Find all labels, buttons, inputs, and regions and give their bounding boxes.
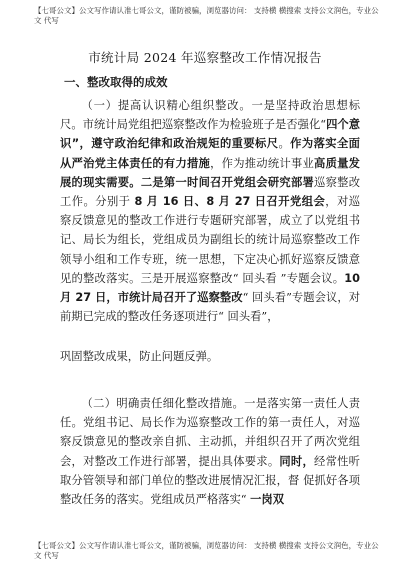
paragraph-2-text-2: 经常性听取分管领导和部门单位的整改进展情况汇报，督 促抓好各项整改任务的落实。党组成员严格落实“ xyxy=(60,454,360,507)
paragraph-2-bold-2: 一岗双 xyxy=(250,493,285,507)
header-banner: 【七哥公文】公文写作请认准七哥公文，谨防被骗，浏览器访问： 支持横 横搜索 支持公文润色，专业公文 代写 xyxy=(34,6,379,25)
paragraph-2-text-1: （二）明确责任细化整改措施。一是落实第一责任人责任。党组书记、局长作为巡察整改工作的第一责任人，对巡察反馈意见的整改亲自抓、主动抓，并组织召开了两次党组会，对整改工作进行部署，提出具体要求。 xyxy=(60,397,360,468)
paragraph-1-text-4: 巡察整改工作。分别于 xyxy=(60,175,360,209)
paragraph-1 xyxy=(60,96,360,326)
paragraph-1-bold-5: 10 月 27 日，市统计局召开了巡察整改 xyxy=(60,271,360,305)
section-heading: 一、整改取得的成效 xyxy=(64,75,168,89)
paragraph-1-bold-4: 8 月 16 日、8 月 27 日召开党组会 xyxy=(134,195,326,209)
paragraph-1-text-6: “ 回头看”专题会议，对前期已完成的整改任务逐项进行“ 回头看”， xyxy=(60,291,360,324)
paragraph-1-bold-1: 四个意识”，遵守政治纪律和政治规矩的重要标尺 xyxy=(60,118,360,151)
footer-banner: 【七哥公文】公文写作请认准七哥公文，谨防被骗，浏览器访问： 支持横 横搜索 支持公文润色，专业公文 代写 xyxy=(34,541,379,560)
paragraph-1-text-5: ，对巡察反馈意见的整改工作进行专题研究部署，成立了以党组书记、局长为组长，党组成员为副组长的统计局巡察整改工作领导小组和工作专班，统一思想，下定决心抓好巡察反馈意见的整改落实。三是开展巡察整改“ 回头看 ”专题会议。 xyxy=(60,195,360,285)
paragraph-2-bold-1: 同时， xyxy=(279,454,315,468)
paragraph-1-continued: 巩固整改成果，防止问题反弹。 xyxy=(60,350,219,363)
paragraph-1-text-2: 。 xyxy=(278,137,291,151)
paragraph-1-text-3: ，作为推动统计事业 xyxy=(210,156,315,170)
paragraph-1-text-1: （一）提高认识精心组织整改。一是坚持政治思想标尺。市统计局党组把巡察整改作为检验班子是否强化“ xyxy=(60,99,360,132)
document-title: 市统计局 2024 年巡察整改工作情况报告 xyxy=(88,50,322,65)
paragraph-1-bold-3: 高质量发展的现实需要。二是第一时间召开党组会研究部署 xyxy=(60,156,360,189)
paragraph-2 xyxy=(60,394,360,509)
paragraph-1-bold-2: 作为落实全面从严治党主体责任的有力措施 xyxy=(60,137,360,170)
